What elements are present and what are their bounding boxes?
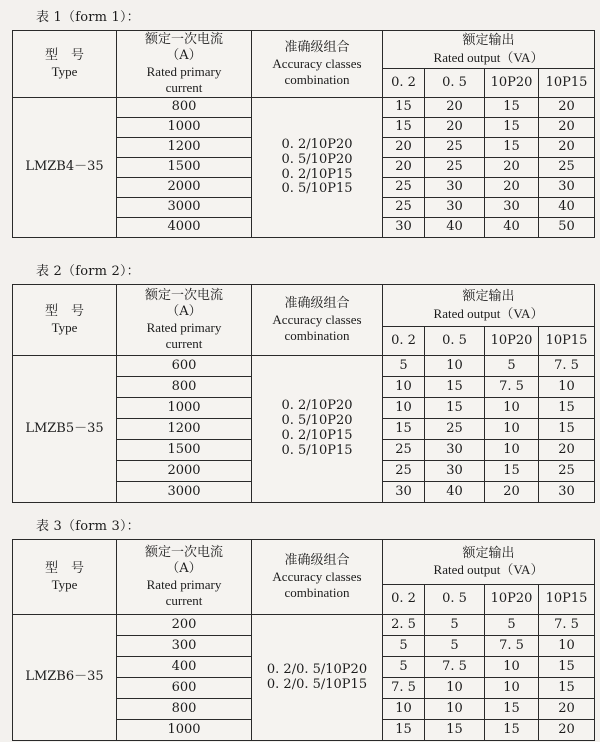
accuracy-combination-cell: 0. 2/10P20 0. 5/10P20 0. 2/10P15 0. 5/10P15 [252, 98, 383, 238]
output-cell: 5 [485, 356, 539, 377]
output-col-0.2: 0. 2 [383, 585, 425, 615]
output-col-10p15: 10P15 [539, 585, 595, 615]
table-3 [12, 539, 595, 741]
output-cell: 20 [539, 440, 595, 461]
output-cell: 20 [485, 158, 539, 178]
current-cell: 1000 [117, 118, 252, 138]
model-header: 型 号 Type [13, 540, 117, 615]
output-cell: 40 [485, 218, 539, 238]
table-row [13, 615, 595, 636]
output-col-0.2: 0. 2 [383, 327, 425, 356]
output-cell: 7. 5 [539, 356, 595, 377]
output-cell: 15 [485, 699, 539, 720]
output-cell: 40 [425, 218, 485, 238]
current-cell: 400 [117, 657, 252, 678]
output-cell: 15 [485, 461, 539, 482]
current-cell: 2000 [117, 461, 252, 482]
output-cell: 7. 5 [485, 636, 539, 657]
current-cell: 1200 [117, 419, 252, 440]
model-cell: LMZB5－35 [13, 356, 117, 503]
accuracy-header: 准确级组合 Accuracy classes combination [252, 31, 383, 98]
output-cell: 15 [383, 720, 425, 741]
output-col-0.2: 0. 2 [383, 69, 425, 98]
output-cell: 7. 5 [485, 377, 539, 398]
output-cell: 10 [425, 699, 485, 720]
output-cell: 15 [539, 419, 595, 440]
output-header: 额定输出 Rated output（VA） [383, 31, 595, 69]
output-cell: 10 [383, 398, 425, 419]
current-cell: 800 [117, 377, 252, 398]
current-cell: 800 [117, 699, 252, 720]
output-cell: 30 [539, 178, 595, 198]
output-cell: 25 [383, 461, 425, 482]
current-cell: 1000 [117, 720, 252, 741]
output-cell: 30 [425, 461, 485, 482]
output-cell: 10 [485, 398, 539, 419]
current-cell: 4000 [117, 218, 252, 238]
output-col-0.5: 0. 5 [425, 69, 485, 98]
output-cell: 25 [425, 419, 485, 440]
current-cell: 1200 [117, 138, 252, 158]
current-header: 额定一次电流 （A） Rated primary current [117, 540, 252, 615]
output-cell: 15 [383, 118, 425, 138]
output-cell: 40 [425, 482, 485, 503]
output-cell: 10 [485, 419, 539, 440]
output-cell: 15 [425, 377, 485, 398]
output-cell: 7. 5 [383, 678, 425, 699]
output-cell: 20 [539, 138, 595, 158]
output-cell: 7. 5 [425, 657, 485, 678]
output-cell: 30 [383, 218, 425, 238]
model-header: 型 号 Type [13, 285, 117, 356]
output-cell: 20 [539, 98, 595, 118]
output-cell: 25 [425, 158, 485, 178]
accuracy-combination-cell: 0. 2/10P20 0. 5/10P20 0. 2/10P15 0. 5/10P15 [252, 356, 383, 503]
output-cell: 20 [539, 118, 595, 138]
model-cell: LMZB4－35 [13, 98, 117, 238]
output-header: 额定输出 Rated output（VA） [383, 540, 595, 585]
output-cell: 15 [539, 678, 595, 699]
output-cell: 5 [485, 615, 539, 636]
table-row [13, 356, 595, 377]
output-cell: 30 [425, 440, 485, 461]
current-cell: 2000 [117, 178, 252, 198]
output-cell: 20 [539, 720, 595, 741]
output-cell: 50 [539, 218, 595, 238]
output-cell: 10 [485, 440, 539, 461]
output-cell: 10 [539, 636, 595, 657]
table-1-caption: 表 1（form 1）： [36, 10, 140, 25]
current-header: 额定一次电流 （A） Rated primary current [117, 285, 252, 356]
output-cell: 5 [425, 636, 485, 657]
output-cell: 15 [383, 419, 425, 440]
output-cell: 7. 5 [539, 615, 595, 636]
current-cell: 800 [117, 98, 252, 118]
table-row [13, 98, 595, 118]
output-cell: 15 [425, 398, 485, 419]
output-cell: 5 [425, 615, 485, 636]
output-cell: 25 [383, 198, 425, 218]
output-cell: 30 [485, 198, 539, 218]
model-header: 型 号 Type [13, 31, 117, 98]
output-cell: 20 [539, 699, 595, 720]
output-cell: 2. 5 [383, 615, 425, 636]
output-cell: 10 [425, 678, 485, 699]
current-header: 额定一次电流 （A） Rated primary current [117, 31, 252, 98]
output-cell: 30 [425, 178, 485, 198]
table-2-caption: 表 2（form 2）： [36, 264, 140, 279]
output-cell: 15 [485, 118, 539, 138]
output-col-10p20: 10P20 [485, 327, 539, 356]
table-2 [12, 284, 595, 503]
output-col-10p15: 10P15 [539, 69, 595, 98]
output-col-0.5: 0. 5 [425, 327, 485, 356]
output-cell: 25 [539, 461, 595, 482]
output-col-0.5: 0. 5 [425, 585, 485, 615]
output-cell: 30 [425, 198, 485, 218]
output-cell: 25 [383, 178, 425, 198]
output-cell: 10 [485, 657, 539, 678]
output-col-10p20: 10P20 [485, 69, 539, 98]
output-cell: 5 [383, 636, 425, 657]
output-cell: 10 [485, 678, 539, 699]
output-cell: 20 [425, 118, 485, 138]
output-cell: 20 [383, 138, 425, 158]
current-cell: 1000 [117, 398, 252, 419]
output-cell: 30 [539, 482, 595, 503]
output-col-10p20: 10P20 [485, 585, 539, 615]
output-cell: 15 [485, 98, 539, 118]
output-cell: 10 [539, 377, 595, 398]
accuracy-combination-cell: 0. 2/0. 5/10P20 0. 2/0. 5/10P15 [252, 615, 383, 741]
output-cell: 20 [485, 482, 539, 503]
output-header: 额定输出 Rated output（VA） [383, 285, 595, 327]
accuracy-header: 准确级组合 Accuracy classes combination [252, 540, 383, 615]
output-cell: 25 [539, 158, 595, 178]
output-cell: 10 [383, 699, 425, 720]
current-cell: 600 [117, 356, 252, 377]
accuracy-header: 准确级组合 Accuracy classes combination [252, 285, 383, 356]
current-cell: 3000 [117, 198, 252, 218]
output-cell: 10 [383, 377, 425, 398]
current-cell: 200 [117, 615, 252, 636]
output-cell: 15 [383, 98, 425, 118]
output-cell: 15 [539, 398, 595, 419]
current-cell: 3000 [117, 482, 252, 503]
output-cell: 40 [539, 198, 595, 218]
output-cell: 15 [485, 720, 539, 741]
current-cell: 600 [117, 678, 252, 699]
output-col-10p15: 10P15 [539, 327, 595, 356]
output-cell: 15 [485, 138, 539, 158]
output-cell: 25 [383, 440, 425, 461]
output-cell: 20 [425, 98, 485, 118]
output-cell: 20 [383, 158, 425, 178]
output-cell: 20 [485, 178, 539, 198]
current-cell: 1500 [117, 440, 252, 461]
table-1 [12, 30, 595, 238]
current-cell: 300 [117, 636, 252, 657]
output-cell: 5 [383, 657, 425, 678]
output-cell: 30 [383, 482, 425, 503]
output-cell: 15 [425, 720, 485, 741]
output-cell: 5 [383, 356, 425, 377]
output-cell: 10 [425, 356, 485, 377]
table-3-caption: 表 3（form 3）： [36, 519, 140, 534]
current-cell: 1500 [117, 158, 252, 178]
output-cell: 25 [425, 138, 485, 158]
output-cell: 15 [539, 657, 595, 678]
model-cell: LMZB6－35 [13, 615, 117, 741]
